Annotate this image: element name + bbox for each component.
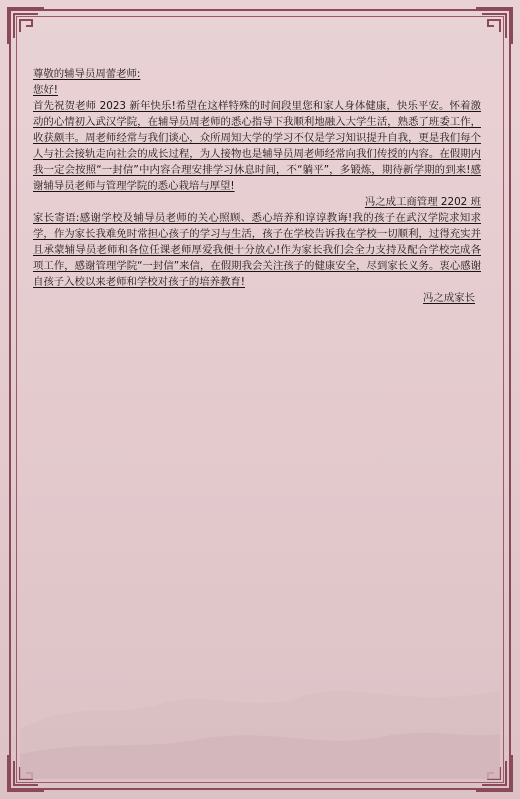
parent-signature: 冯之成家长 (423, 292, 475, 304)
corner-ornament-icon (4, 4, 48, 48)
corner-ornament-icon (472, 4, 516, 48)
greeting: 尊敬的辅导员周蕾老师: (33, 68, 141, 80)
student-signature: 冯之成工商管理 2202 班 (364, 196, 481, 208)
parent-paragraph: 家长寄语:感谢学校及辅导员老师的关心照顾、悉心培养和谆谆教诲!我的孩子在武汉学院求知求学，作为家长我难免时常担心孩子的学习与生活，孩子在学校告诉我在学校一切顺利，过得充实并且承蒙辅导员老师和各位任课老师厚爱我便十分放心!作为家长我们会全力支持及配合学校完成各项工作，感谢管理学院“一封信”来信，在假期我会关注孩子的健康安全，尽到家长义务。衷心感谢自孩子入校以来老师和学校对孩子的培养教育! (33, 212, 481, 288)
student-paragraph: 首先祝贺老师 2023 新年快乐!希望在这样特殊的时间段里您和家人身体健康，快乐平安。怀着激动的心情初入武汉学院，在辅导员周老师的悉心指导下我顺利地融入大学生活，熟悉了班委工作，收获颇丰。周老师经常与我们谈心，众所周知大学的学习不仅是学习知识提升自我，更是我们每个人与社会接轨走向社会的成长过程，为人接物也是辅导员周老师经常向我们传授的内容。在假期内我一定会按照“一封信”中内容合理安排学习休息时间，不“躺平”，多锻炼，期待新学期的到来!感谢辅导员老师与管理学院的悉心栽培与厚望! (33, 100, 481, 192)
landscape-wash-icon (20, 579, 500, 779)
hello-line: 您好! (33, 84, 58, 96)
letter-body (33, 66, 481, 306)
